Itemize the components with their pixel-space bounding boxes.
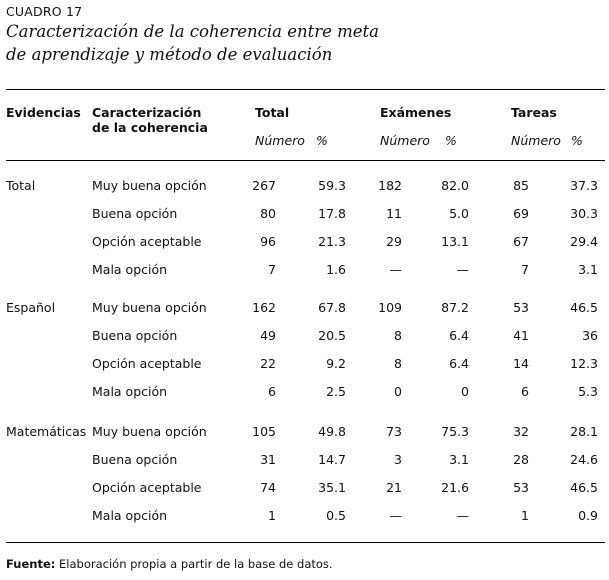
header-examenes: Exámenes [380, 105, 452, 120]
cell-total-numero: 267 [252, 178, 276, 193]
cell-total-numero: 49 [260, 328, 276, 343]
cell-total-pct: 2.5 [326, 384, 346, 399]
cell-total-numero: 105 [252, 424, 276, 439]
cell-total-pct: 1.6 [326, 262, 346, 277]
cell-tareas-pct: 37.3 [570, 178, 598, 193]
cell-tareas-numero: 85 [513, 178, 529, 193]
cell-total-pct: 49.8 [318, 424, 346, 439]
cell-examenes-numero: 21 [386, 480, 402, 495]
cell-examenes-numero: 73 [386, 424, 402, 439]
cell-tareas-numero: 41 [513, 328, 529, 343]
cell-tareas-pct: 46.5 [570, 300, 598, 315]
cell-examenes-numero: 29 [386, 234, 402, 249]
cell-total-numero: 22 [260, 356, 276, 371]
group-label: Total [6, 178, 36, 193]
subheader-tareas-pct: % [571, 133, 583, 148]
cell-category: Opción aceptable [92, 356, 202, 371]
cell-total-pct: 20.5 [318, 328, 346, 343]
subheader-examenes-numero: Número [380, 133, 430, 148]
cell-category: Buena opción [92, 452, 178, 467]
cell-total-pct: 0.5 [326, 508, 346, 523]
cell-tareas-pct: 5.3 [578, 384, 598, 399]
title-line-1: Caracterización de la coherencia entre meta [6, 22, 380, 41]
group-label: Español [6, 300, 56, 315]
cell-tareas-numero: 32 [513, 424, 529, 439]
cell-examenes-numero: — [389, 508, 402, 523]
cell-examenes-pct: 82.0 [441, 178, 469, 193]
cell-category: Opción aceptable [92, 480, 202, 495]
cell-examenes-pct: 13.1 [441, 234, 469, 249]
subheader-tareas-numero: Número [511, 133, 561, 148]
cell-examenes-pct: 6.4 [449, 356, 469, 371]
cell-tareas-numero: 1 [521, 508, 529, 523]
cell-category: Buena opción [92, 206, 178, 221]
cell-examenes-numero: 11 [386, 206, 402, 221]
cell-examenes-pct: 3.1 [449, 452, 469, 467]
cell-tareas-pct: 0.9 [578, 508, 598, 523]
cell-total-pct: 67.8 [318, 300, 346, 315]
cell-tareas-numero: 28 [513, 452, 529, 467]
cell-total-pct: 21.3 [318, 234, 346, 249]
cell-tareas-numero: 53 [513, 300, 529, 315]
top-rule [6, 89, 605, 90]
table-title [6, 20, 379, 66]
cell-examenes-pct: 6.4 [449, 328, 469, 343]
cell-tareas-pct: 3.1 [578, 262, 598, 277]
cell-tareas-pct: 12.3 [570, 356, 598, 371]
cell-total-pct: 35.1 [318, 480, 346, 495]
cell-examenes-numero: 8 [394, 356, 402, 371]
cell-tareas-pct: 30.3 [570, 206, 598, 221]
header-rule [6, 160, 605, 161]
source-text: Elaboración propia a partir de la base de datos. [55, 557, 333, 571]
cell-examenes-pct: — [456, 508, 469, 523]
subheader-examenes-pct: % [445, 133, 457, 148]
cell-tareas-numero: 53 [513, 480, 529, 495]
cell-total-numero: 31 [260, 452, 276, 467]
cell-tareas-pct: 28.1 [570, 424, 598, 439]
cell-tareas-pct: 24.6 [570, 452, 598, 467]
cell-examenes-numero: 3 [394, 452, 402, 467]
table-label: CUADRO 17 [6, 4, 83, 19]
cell-total-numero: 7 [268, 262, 276, 277]
source-label: Fuente: [6, 557, 56, 571]
cell-total-numero: 1 [268, 508, 276, 523]
cell-examenes-pct: 75.3 [441, 424, 469, 439]
cell-total-numero: 6 [268, 384, 276, 399]
cell-tareas-numero: 69 [513, 206, 529, 221]
cell-tareas-numero: 67 [513, 234, 529, 249]
header-caracterizacion: Caracterización de la coherencia [92, 105, 208, 135]
cell-category: Muy buena opción [92, 178, 207, 193]
cell-tareas-pct: 36 [582, 328, 598, 343]
cell-examenes-pct: 87.2 [441, 300, 469, 315]
subheader-total-numero: Número [255, 133, 305, 148]
cell-total-numero: 74 [260, 480, 276, 495]
cell-category: Muy buena opción [92, 300, 207, 315]
source-note [6, 557, 333, 571]
cell-total-pct: 14.7 [318, 452, 346, 467]
cell-total-numero: 96 [260, 234, 276, 249]
cell-tareas-numero: 7 [521, 262, 529, 277]
cell-category: Mala opción [92, 384, 168, 399]
title-line-2: de aprendizaje y método de evaluación [6, 45, 333, 64]
bottom-rule [6, 542, 605, 543]
cell-total-numero: 162 [252, 300, 276, 315]
cell-category: Mala opción [92, 508, 168, 523]
cell-examenes-numero: 8 [394, 328, 402, 343]
cell-total-pct: 9.2 [326, 356, 346, 371]
cell-category: Muy buena opción [92, 424, 207, 439]
cell-examenes-pct: 0 [461, 384, 469, 399]
cell-total-numero: 80 [260, 206, 276, 221]
cell-examenes-pct: 5.0 [449, 206, 469, 221]
header-tareas: Tareas [511, 105, 557, 120]
cell-total-pct: 59.3 [318, 178, 346, 193]
cell-category: Buena opción [92, 328, 178, 343]
cell-examenes-numero: 182 [378, 178, 402, 193]
cell-tareas-numero: 14 [513, 356, 529, 371]
cell-examenes-pct: 21.6 [441, 480, 469, 495]
header-evidencias: Evidencias [6, 105, 81, 120]
cell-total-pct: 17.8 [318, 206, 346, 221]
cell-tareas-pct: 29.4 [570, 234, 598, 249]
cell-category: Opción aceptable [92, 234, 202, 249]
header-total: Total [255, 105, 290, 120]
subheader-total-pct: % [316, 133, 328, 148]
cell-tareas-numero: 6 [521, 384, 529, 399]
group-label: Matemáticas [6, 424, 87, 439]
cell-category: Mala opción [92, 262, 168, 277]
cell-examenes-numero: — [389, 262, 402, 277]
cell-tareas-pct: 46.5 [570, 480, 598, 495]
cell-examenes-pct: — [456, 262, 469, 277]
cell-examenes-numero: 109 [378, 300, 402, 315]
cell-examenes-numero: 0 [394, 384, 402, 399]
